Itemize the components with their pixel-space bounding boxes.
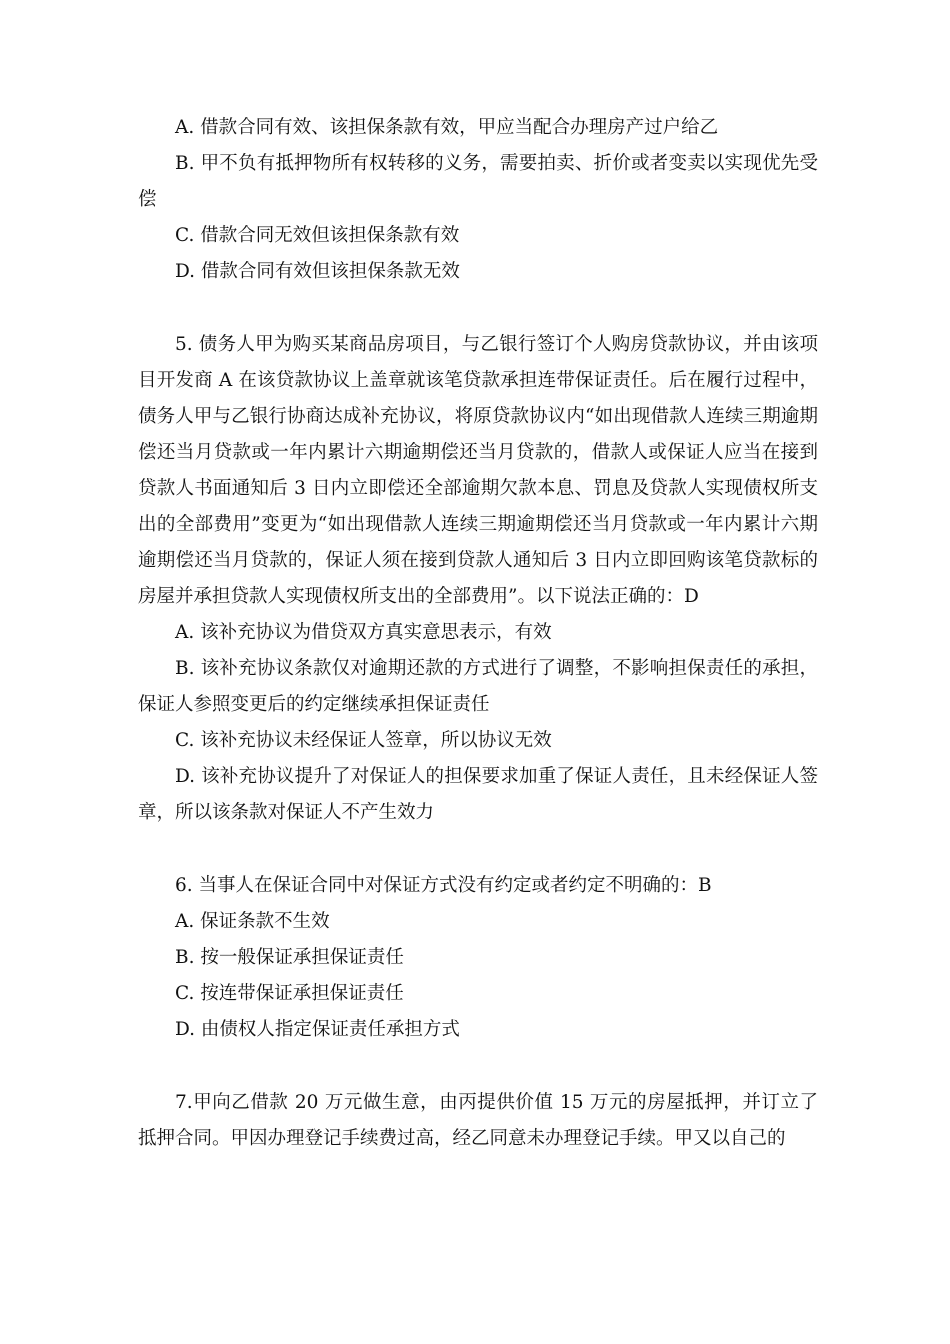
question-7-stem: 7.甲向乙借款 20 万元做生意，由丙提供价值 15 万元的房屋抵押，并订立了抵押合同。甲因办理登记手续费过高，经乙同意未办理登记手续。甲又以自己的 bbox=[138, 1092, 818, 1149]
prev-question-option-b: B. 甲不负有抵押物所有权转移的义务，需要拍卖、折价或者变卖以实现优先受偿 bbox=[138, 153, 818, 210]
question-5-option-c: C. 该补充协议未经保证人签章，所以协议无效 bbox=[175, 730, 552, 751]
question-5-option-a: A. 该补充协议为借贷双方真实意思表示，有效 bbox=[175, 622, 552, 643]
prev-question-option-d: D. 借款合同有效但该担保条款无效 bbox=[175, 261, 460, 282]
question-5-stem: 5. 债务人甲为购买某商品房项目，与乙银行签订个人购房贷款协议，并由该项目开发商 A 在该贷款协议上盖章就该笔贷款承担连带保证责任。后在履行过程中，债务人甲与乙银行协商达成补充协议，将原贷款协议内“如出现借款人连续三期逾期偿还当月贷款或一年内累计六期逾期偿还当月贷款的，借款人或保证人应当在接到贷款人书面通知后 3 日内立即偿还全部逾期欠款本息、罚息及贷款人实现债权所支出的全部费用”变更为“如出现借款人连续三期逾期偿还当月贷款或一年内累计六期逾期偿还当月贷款的，保证人须在接到贷款人通知后 3 日内立即回购该笔贷款标的房屋并承担贷款人实现债权所支出的全部费用”。以下说法正确的：D bbox=[138, 334, 818, 607]
paragraph-spacer bbox=[138, 831, 818, 868]
document-body bbox=[138, 110, 818, 1157]
question-5-option-b: B. 该补充协议条款仅对逾期还款的方式进行了调整，不影响担保责任的承担，保证人参照变更后的约定继续承担保证责任 bbox=[138, 658, 818, 715]
prev-question-option-c: C. 借款合同无效但该担保条款有效 bbox=[175, 225, 460, 246]
question-6-option-a: A. 保证条款不生效 bbox=[175, 911, 330, 932]
prev-question-option-a: A. 借款合同有效、该担保条款有效，甲应当配合办理房产过户给乙 bbox=[175, 117, 719, 138]
question-6-stem: 6. 当事人在保证合同中对保证方式没有约定或者约定不明确的：B bbox=[175, 875, 712, 896]
question-6-option-b: B. 按一般保证承担保证责任 bbox=[175, 947, 404, 968]
question-5-option-d: D. 该补充协议提升了对保证人的担保要求加重了保证人责任，且未经保证人签章，所以该条款对保证人不产生效力 bbox=[138, 766, 818, 823]
question-6-option-d: D. 由债权人指定保证责任承担方式 bbox=[175, 1019, 460, 1040]
paragraph-spacer bbox=[138, 1048, 818, 1085]
paragraph-spacer bbox=[138, 290, 818, 327]
question-6-option-c: C. 按连带保证承担保证责任 bbox=[175, 983, 404, 1004]
